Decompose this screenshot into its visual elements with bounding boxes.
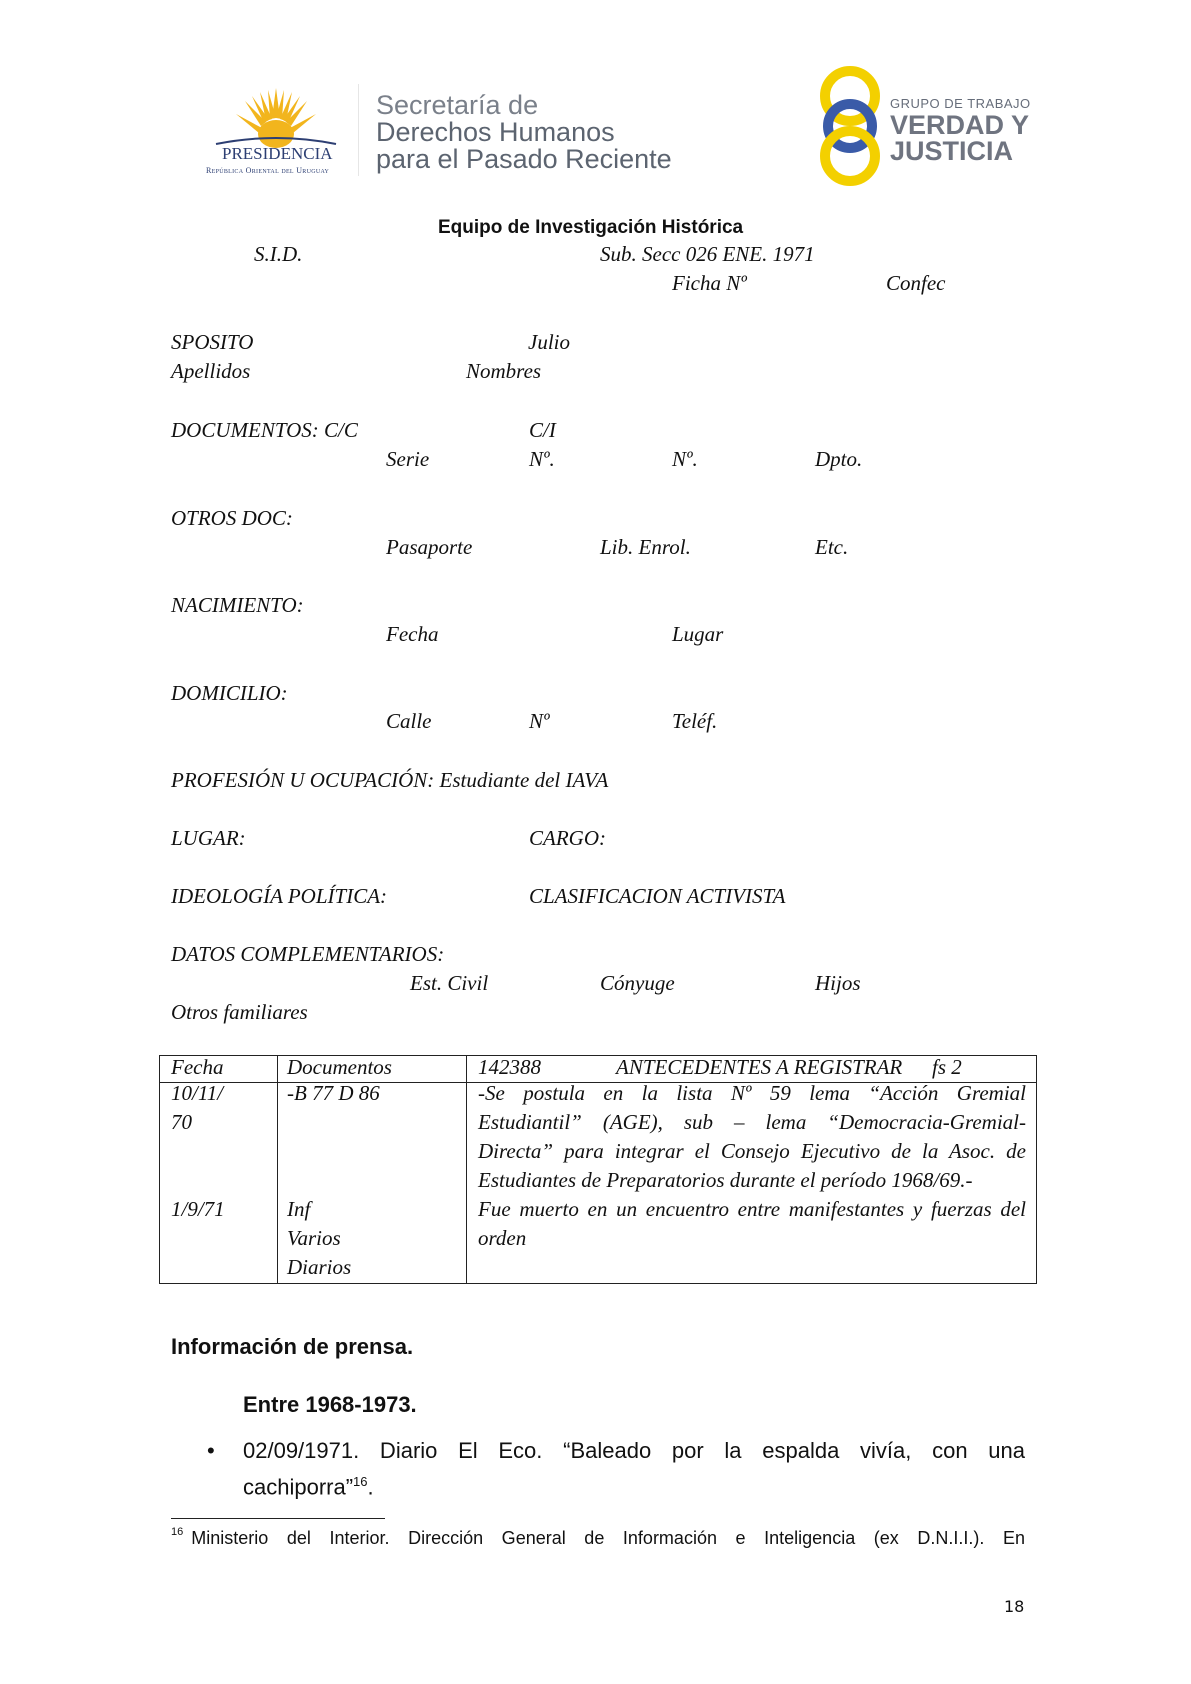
- table-col-divider-1: [277, 1056, 278, 1283]
- date-1b: 70: [171, 1110, 192, 1134]
- rings-icon: [815, 64, 885, 188]
- grupo-line1: GRUPO DE TRABAJO: [890, 96, 1031, 111]
- date-2: 1/9/71: [171, 1197, 225, 1221]
- doc-2a: Inf: [287, 1197, 311, 1221]
- footnote-separator: [171, 1518, 385, 1519]
- presidencia-subtitle: República Oriental del Uruguay: [206, 166, 330, 175]
- clasificacion-value: CLASIFICACION ACTIVISTA: [529, 884, 786, 908]
- bullet-icon: •: [207, 1438, 215, 1463]
- footnote: [171, 1528, 1025, 1549]
- calle-label: Calle: [386, 709, 432, 733]
- conyuge-label: Cónyuge: [600, 971, 675, 995]
- footnote-ref: 16: [353, 1474, 368, 1489]
- number-label-2: Nº.: [672, 447, 698, 471]
- table-col-divider-2: [466, 1056, 467, 1283]
- grupo-line2: VERDAD Y: [890, 110, 1030, 140]
- grupo-line3: JUSTICIA: [890, 136, 1014, 166]
- press-item-line-1: 02/09/1971. Diario El Eco. “Baleado por la espalda vivía, con una: [243, 1438, 1025, 1463]
- est-civil-label: Est. Civil: [410, 971, 489, 995]
- doc-2c: Diarios: [287, 1255, 352, 1279]
- press-item-end: .: [367, 1474, 374, 1500]
- ci-label: C/I: [529, 418, 556, 442]
- header-fecha: Fecha: [171, 1055, 224, 1079]
- datos-complementarios-label: DATOS COMPLEMENTARIOS:: [171, 942, 445, 966]
- name-value: Julio: [528, 330, 570, 354]
- press-item-line-2: [243, 1466, 374, 1502]
- secretaria-line3: para el Pasado Reciente: [376, 144, 672, 174]
- secretaria-divider: [358, 84, 359, 176]
- antecedent-line-1: -Se postula en la lista Nº 59 lema “Acción Gremial: [478, 1081, 1026, 1105]
- surname-value: SPOSITO: [171, 330, 254, 354]
- secretaria-line2: Derechos Humanos: [376, 117, 615, 147]
- cargo-label: CARGO:: [529, 826, 606, 850]
- antecedent-line-6: orden: [478, 1226, 527, 1250]
- etc-label: Etc.: [815, 535, 849, 559]
- antecedent-line-2: Estudiantil” (AGE), sub – lema “Democracia-Gremial-: [478, 1110, 1026, 1134]
- press-item-text: cachiporra”: [243, 1474, 354, 1500]
- pasaporte-label: Pasaporte: [386, 535, 473, 559]
- footnote-number: 16: [171, 1526, 184, 1538]
- doc-1: -B 77 D 86: [287, 1081, 380, 1105]
- antecedent-line-3: Directa” para integrar el Consejo Ejecutivo de la Asoc. de: [478, 1139, 1026, 1163]
- ideologia-label: IDEOLOGÍA POLÍTICA:: [171, 884, 388, 908]
- domicilio-label: DOMICILIO:: [171, 681, 288, 705]
- secretaria-logo: [376, 92, 672, 173]
- sub-secc-label: Sub. Secc 026 ENE. 1971: [600, 242, 815, 266]
- antecedent-line-4: Estudiantes de Preparatorios durante el período 1968/69.-: [478, 1168, 973, 1192]
- sid-label: S.I.D.: [254, 242, 303, 266]
- antecedent-line-5: Fue muerto en un encuentro entre manifestantes y fuerzas del: [478, 1197, 1026, 1221]
- header-number: 142388: [478, 1055, 541, 1079]
- secretaria-line1: Secretaría de: [376, 90, 539, 120]
- name-label: Nombres: [466, 359, 542, 383]
- presidencia-logo: [196, 82, 356, 178]
- lugar-label: Lugar: [672, 622, 724, 646]
- press-subheading: Entre 1968-1973.: [243, 1392, 417, 1417]
- nacimiento-label: NACIMIENTO:: [171, 593, 304, 617]
- doc-2b: Varios: [287, 1226, 341, 1250]
- antecedentes-table: [159, 1055, 1037, 1284]
- lugar-cargo-label: LUGAR:: [171, 826, 246, 850]
- date-1a: 10/11/: [171, 1081, 224, 1105]
- otros-familiares-label: Otros familiares: [171, 1000, 308, 1024]
- documentos-label: DOCUMENTOS: C/C: [171, 418, 358, 442]
- hijos-label: Hijos: [815, 971, 861, 995]
- fecha-label: Fecha: [386, 622, 439, 646]
- team-title: Equipo de Investigación Histórica: [438, 217, 744, 238]
- serie-label: Serie: [386, 447, 430, 471]
- profesion-line: PROFESIÓN U OCUPACIÓN: Estudiante del IAVA: [171, 768, 609, 792]
- verdad-justicia-logo: [815, 64, 1031, 188]
- confec-label: Confec: [886, 271, 946, 295]
- presidencia-name: PRESIDENCIA: [222, 144, 333, 163]
- number-label-1: Nº.: [529, 447, 555, 471]
- header-documentos: Documentos: [287, 1055, 392, 1079]
- page-number: 18: [1004, 1597, 1025, 1616]
- press-heading: Información de prensa.: [171, 1334, 414, 1359]
- lib-enrol-label: Lib. Enrol.: [600, 535, 691, 559]
- ficha-label: Ficha Nº: [672, 271, 747, 295]
- header-fs: fs 2: [932, 1055, 962, 1079]
- footnote-text: Ministerio del Interior. Dirección General de Información e Inteligencia (ex D.N.I.I.). En: [191, 1528, 1025, 1548]
- otros-doc-label: OTROS DOC:: [171, 506, 293, 530]
- header-antecedentes: ANTECEDENTES A REGISTRAR: [616, 1055, 903, 1079]
- number-label-3: Nº: [529, 709, 550, 733]
- dpto-label: Dpto.: [815, 447, 863, 471]
- surname-label: Apellidos: [171, 359, 251, 383]
- sun-icon: [196, 82, 356, 152]
- telef-label: Teléf.: [672, 709, 718, 733]
